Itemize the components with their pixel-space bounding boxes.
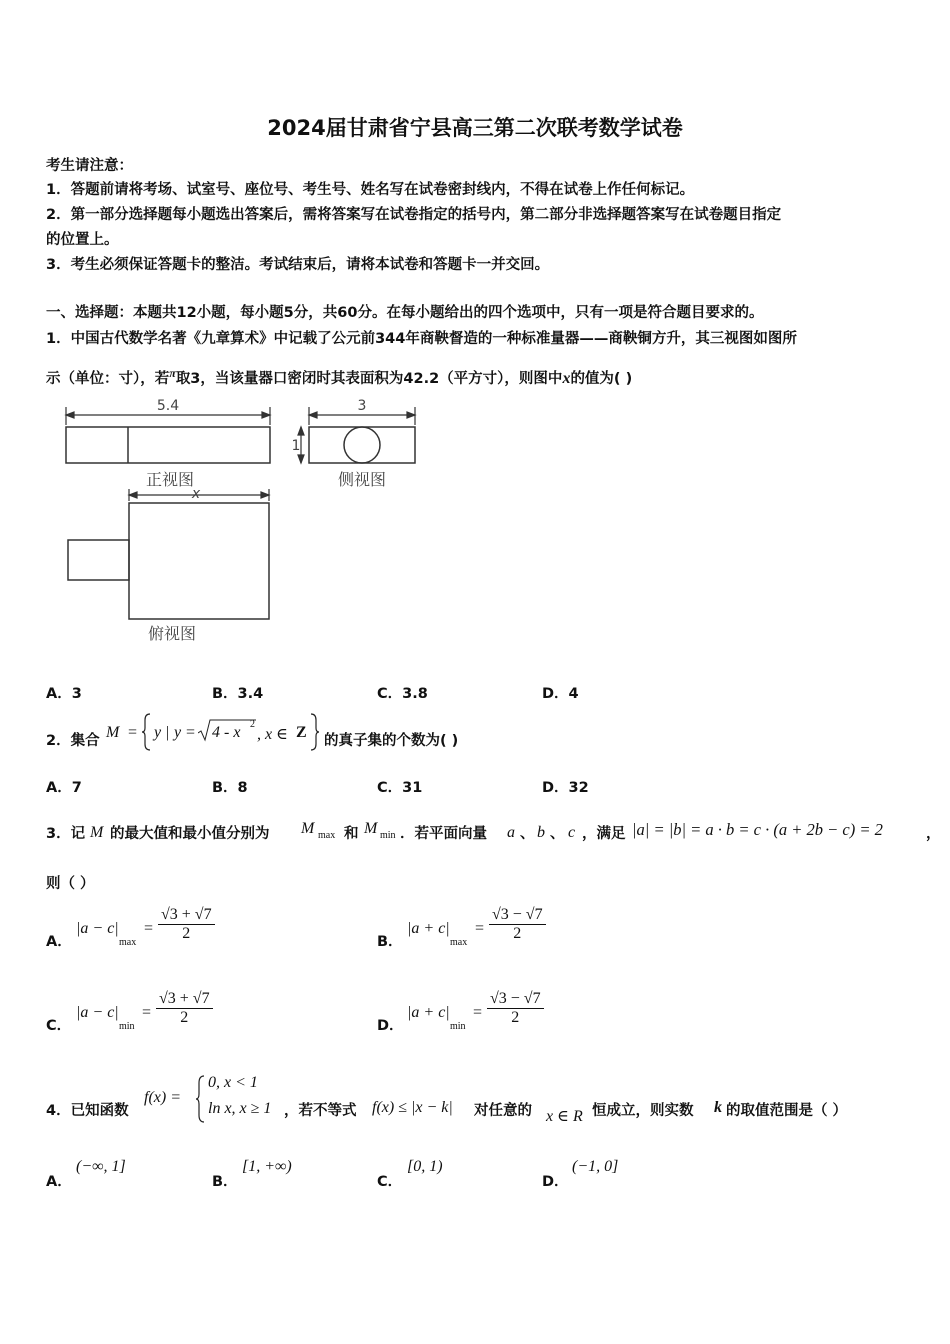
q4-text: ，若不等式 [284, 1103, 357, 1119]
q4-stem [46, 1070, 906, 1130]
q4-text: 4．已知函数 [46, 1103, 129, 1119]
q2-option-b[interactable]: B．8 [212, 780, 248, 796]
q4-var-k: k [714, 1099, 722, 1116]
q4-case: ln x, x ≥ 1 [208, 1100, 272, 1117]
q3-option-fraction: $\frac{√3 + √7}{2}$ [156, 990, 213, 1027]
notice-item: 3．考生必须保证答题卡的整洁。考试结束后，请将本试卷和答题卡一并交回。 [46, 257, 550, 273]
top-var-label: x [191, 486, 201, 502]
q3-text: 、 [550, 826, 565, 842]
q3-option-d[interactable]: D． |a + c| min = $\frac{√3 - √7}{2}$ [377, 986, 677, 1046]
q3-text: 、 [520, 826, 535, 842]
q4-case: 0, x < 1 [208, 1074, 258, 1091]
q2-exponent: 2 [250, 719, 255, 730]
q3-option-sub: max [450, 937, 468, 948]
q1-option-d[interactable]: D．4 [542, 686, 579, 702]
right-brace [309, 712, 319, 752]
q3-text: 3．记 [46, 826, 86, 842]
q2-bar: | [166, 724, 170, 741]
q2-option-c[interactable]: C．31 [377, 780, 423, 796]
q3-option-label: A． [46, 934, 72, 950]
q3-option-b[interactable]: B． |a + c| max = $\frac{√3 - √7}{2}$ [377, 902, 677, 962]
pi-symbol: π [169, 366, 176, 380]
q3-text: 和 [344, 826, 359, 842]
q2-option-a[interactable]: A．7 [46, 780, 82, 796]
q2-m: M [106, 724, 120, 741]
q4-option-a[interactable] [46, 1152, 196, 1192]
q3-option-label: B． [377, 934, 403, 950]
q2-suffix: 的真子集的个数为( ) [324, 733, 459, 749]
q3-text: ，满足 [582, 826, 626, 842]
q3-option-label: D． [377, 1018, 404, 1034]
q3-then: 则（ ） [46, 876, 95, 892]
q4-text: 对任意的 [474, 1103, 532, 1119]
side-height-label: 1 [291, 438, 301, 454]
q1-line2 [46, 366, 632, 388]
q3-text: ， [926, 826, 941, 842]
q4-text: 恒成立，则实数 [592, 1103, 694, 1119]
side-width-label: 3 [357, 398, 367, 414]
q1-text: 取3，当该量器口密闭时其表面积为42.2（平方寸），则图中 [175, 371, 563, 387]
q2-option-d[interactable]: D．32 [542, 780, 589, 796]
front-width-label: 5.4 [156, 398, 180, 414]
q2-eq: = [128, 724, 138, 741]
q3-max-sub: max [318, 830, 336, 841]
side-view-label: 侧视图 [337, 470, 387, 489]
q3-vec-a: a [507, 824, 515, 841]
q3-option-fraction: $\frac{√3 - √7}{2}$ [487, 990, 544, 1027]
q4-option-d[interactable] [542, 1152, 692, 1192]
q3-option-sub: min [119, 1021, 135, 1032]
q3-mmin: M [364, 820, 378, 837]
q2-radicand: 4 - x [212, 724, 241, 741]
q4-option-label: B． [212, 1174, 238, 1190]
side-view [298, 407, 415, 463]
q3-option-sub: min [450, 1021, 466, 1032]
q1-line1: 1．中国古代数学名著《九章算术》中记载了公元前344年商鞅督造的一种标准量器——商鞅铜方升，其三视图如图所 [46, 331, 797, 347]
q1-text: 的值为( ) [570, 371, 633, 387]
page-title: 2024届甘肃省宁县高三第二次联考数学试卷 [267, 116, 683, 140]
piecewise-brace [196, 1074, 206, 1124]
q1-option-b[interactable]: B．3.4 [212, 686, 264, 702]
q2-y: y [174, 724, 182, 741]
q4-option-expr: [0, 1) [407, 1158, 443, 1175]
q2-y: y [154, 724, 162, 741]
q3-stem [46, 818, 941, 848]
q3-option-expr: |a − c| [76, 920, 119, 937]
q4-domain: x ∈ R [546, 1108, 583, 1125]
three-view-figure [50, 395, 430, 655]
left-brace [142, 712, 152, 752]
notice-item: 1．答题前请将考场、试室号、座位号、考生号、姓名写在试卷密封线内，不得在试卷上作任何标记。 [46, 182, 695, 198]
q3-option-sub: max [119, 937, 137, 948]
q3-option-label: C． [46, 1018, 72, 1034]
q2-rest: , x ∈ [257, 726, 288, 743]
q3-option-a[interactable]: A． |a − c| max = $\frac{√3 + √7}{2}$ [46, 902, 346, 962]
front-view [66, 407, 270, 463]
q4-option-expr: (−1, 0] [572, 1158, 619, 1175]
q3-condition: |a| = |b| = a · b = c · (a + 2b − c) = 2 [632, 820, 883, 839]
q4-option-label: D． [542, 1174, 569, 1190]
section-heading: 一、选择题：本题共12小题，每小题5分，共60分。在每小题给出的四个选项中，只有一项是符合题目要求的。 [46, 305, 764, 321]
q3-text: 的最大值和最小值分别为 [110, 826, 270, 842]
q3-vec-c: c [568, 824, 576, 841]
q3-option-fraction: $\frac{√3 + √7}{2}$ [158, 906, 215, 943]
q4-function: f(x) = [144, 1089, 181, 1106]
q3-min-sub: min [380, 830, 396, 841]
q1-option-a[interactable]: A．3 [46, 686, 82, 702]
top-view [68, 489, 269, 619]
top-view-label: 俯视图 [147, 624, 197, 643]
q4-option-expr: [1, +∞) [242, 1158, 292, 1175]
q2-integers: Z [296, 724, 307, 741]
q4-inequality: f(x) ≤ |x − k| [372, 1099, 453, 1116]
q3-option-fraction: $\frac{√3 - √7}{2}$ [489, 906, 546, 943]
q2-eq: = [186, 724, 196, 741]
q4-option-c[interactable] [377, 1152, 527, 1192]
q4-option-label: A． [46, 1174, 72, 1190]
q3-text: ．若平面向量 [400, 826, 487, 842]
q1-var: x [562, 370, 571, 387]
q3-option-expr: |a + c| [407, 920, 450, 937]
notice-item: 的位置上。 [46, 232, 119, 248]
q4-option-label: C． [377, 1174, 403, 1190]
q1-text: 示（单位：寸），若 [46, 371, 170, 387]
q4-text: 的取值范围是（ ） [726, 1103, 848, 1119]
q2-set-expression [106, 710, 318, 754]
q4-option-b[interactable] [212, 1152, 362, 1192]
q2-prefix: 2．集合 [46, 733, 100, 749]
notice-item: 2．第一部分选择题每小题选出答案后，需将答案写在试卷指定的括号内，第二部分非选择题答案写在试卷题目指定 [46, 207, 782, 223]
q3-option-expr: |a − c| [76, 1004, 119, 1021]
q3-option-expr: |a + c| [407, 1004, 450, 1021]
notice-heading: 考生请注意： [46, 158, 133, 174]
front-view-label: 正视图 [145, 470, 195, 489]
q3-m: M [90, 824, 104, 841]
q3-mmax: M [301, 820, 315, 837]
q1-option-c[interactable]: C．3.8 [377, 686, 428, 702]
q4-option-expr: (−∞, 1] [76, 1158, 126, 1175]
q3-option-c[interactable]: C． |a − c| min = $\frac{√3 + √7}{2}$ [46, 986, 346, 1046]
q3-vec-b: b [537, 824, 545, 841]
